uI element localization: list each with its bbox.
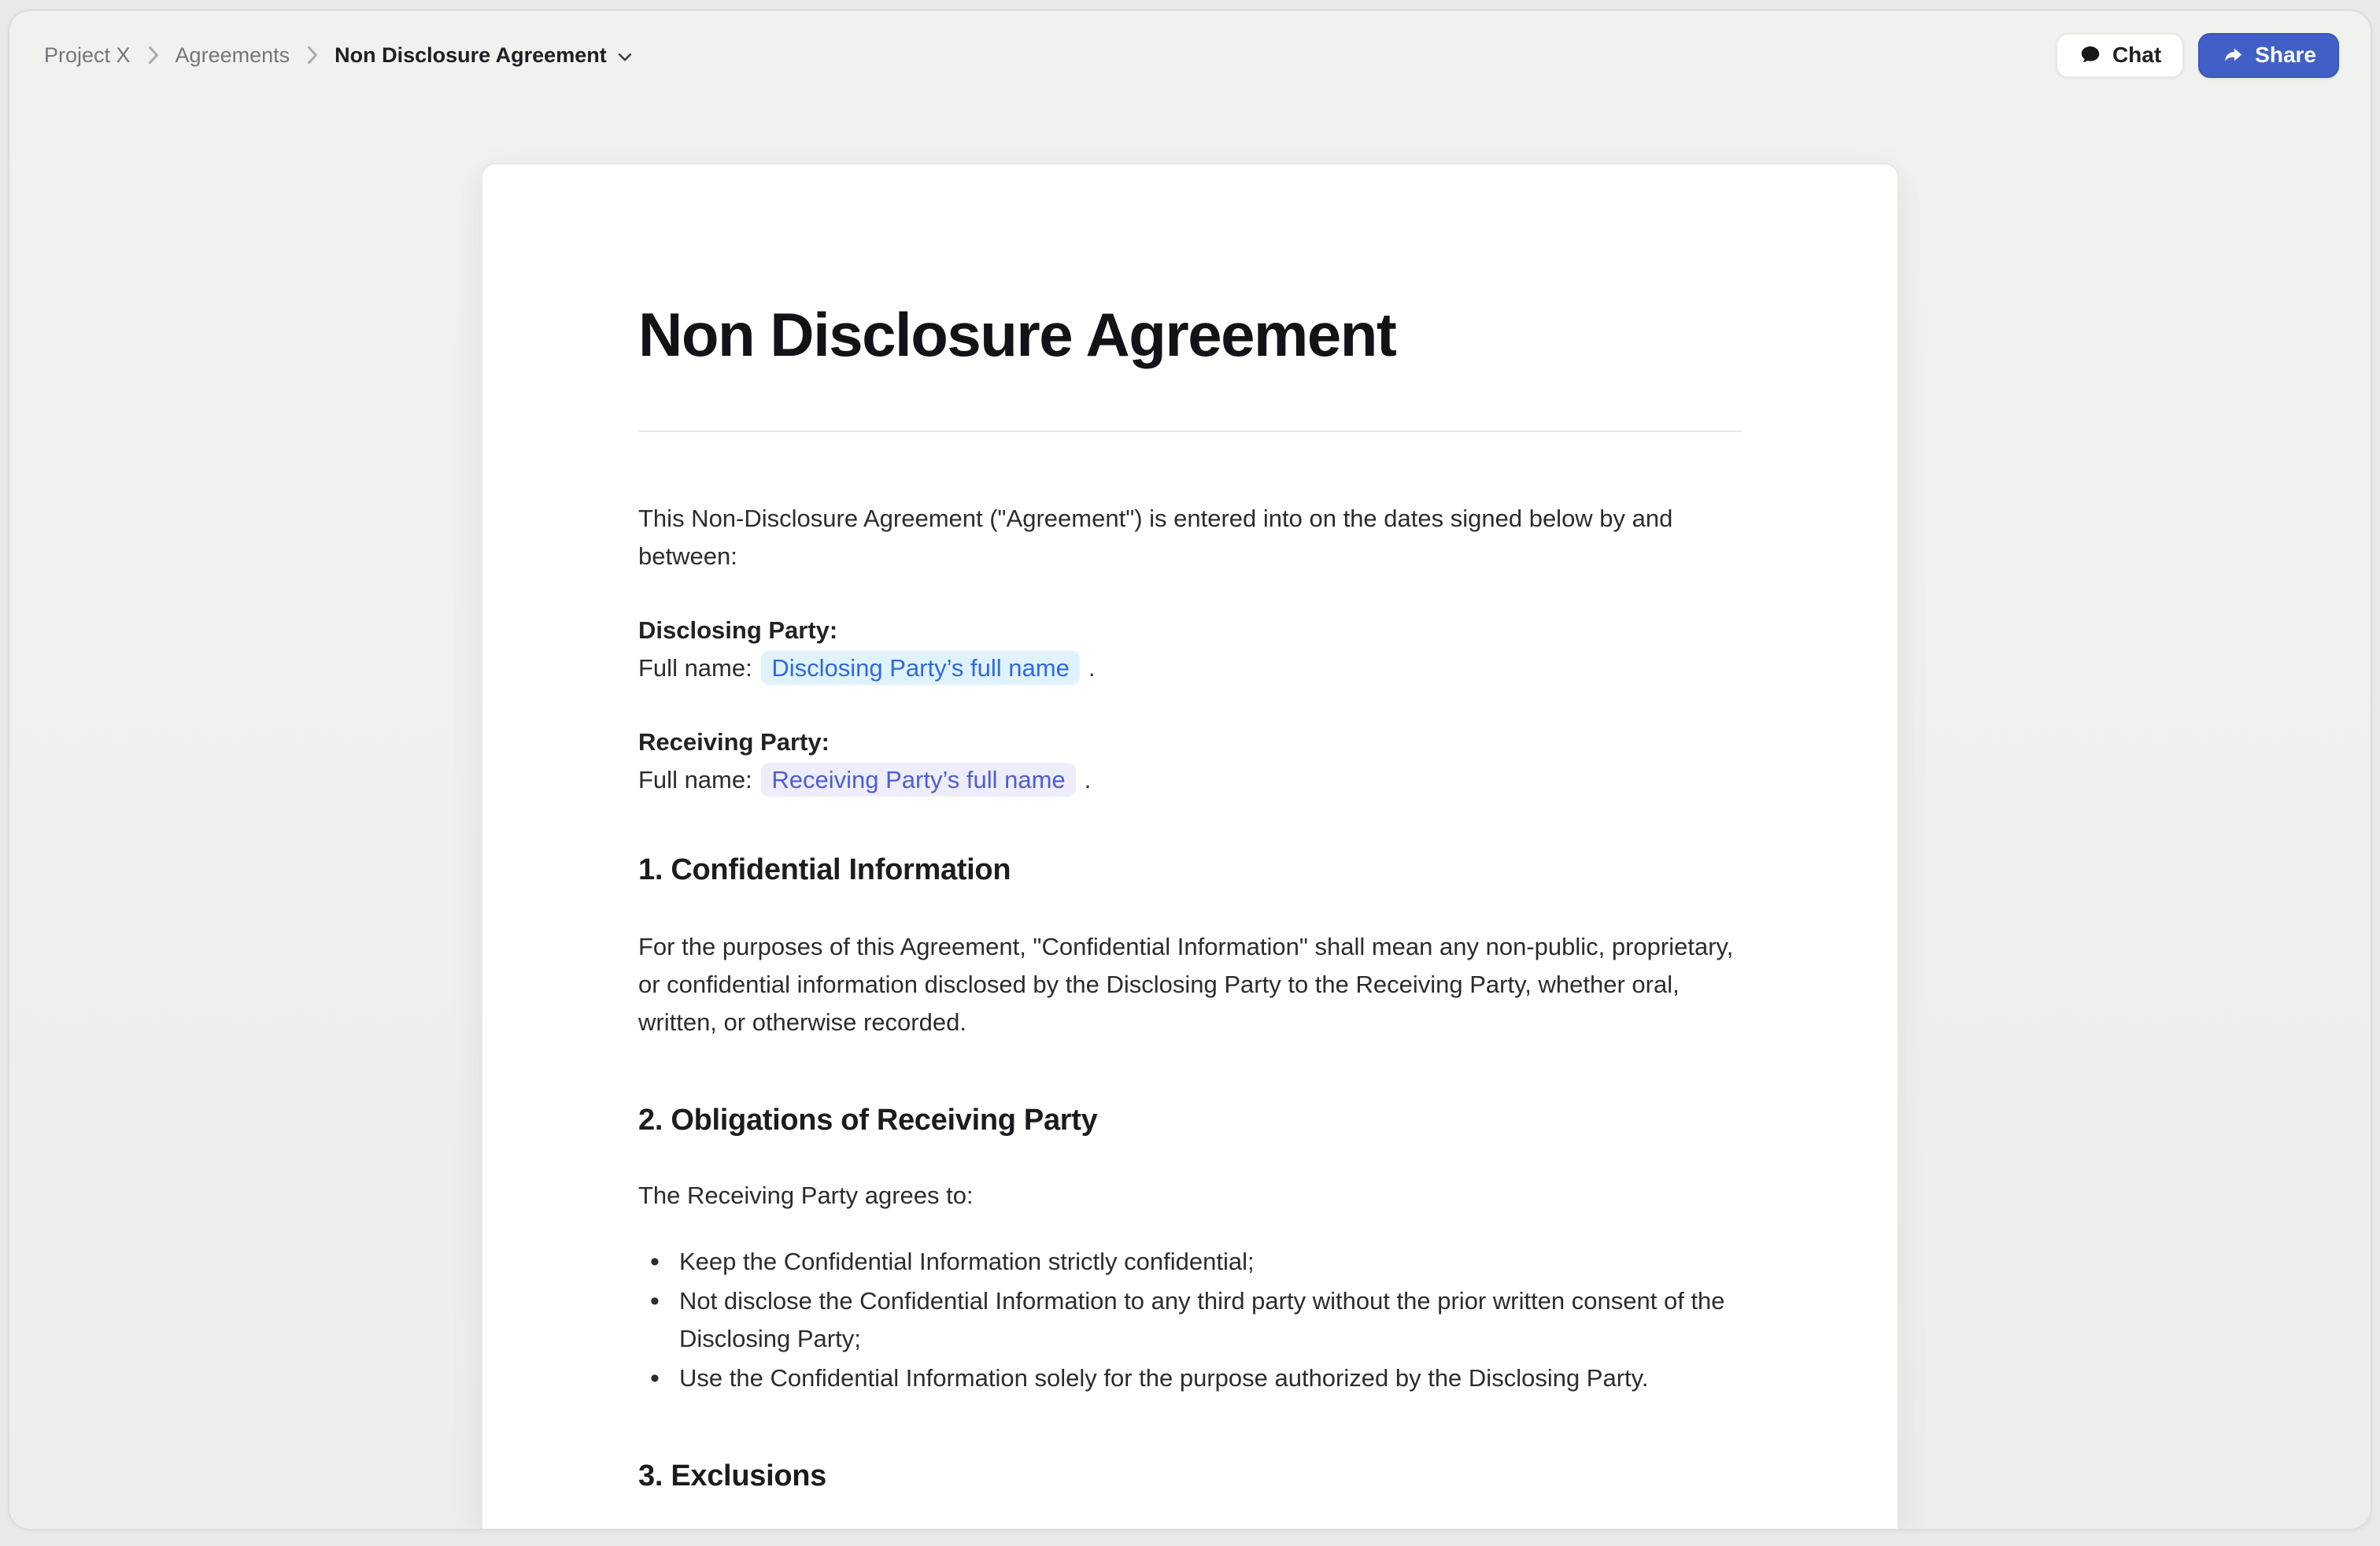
intro-paragraph[interactable]: This Non-Disclosure Agreement ("Agreement") is entered into on the dates signed below by and between: (638, 505, 1673, 570)
section-2-heading[interactable]: 2. Obligations of Receiving Party (638, 1104, 1098, 1137)
chevron-right-icon (146, 45, 160, 65)
receiving-party-suffix: . (1084, 766, 1092, 793)
chat-bubble-icon (2079, 43, 2102, 67)
chat-button-label: Chat (2112, 43, 2162, 67)
receiving-party-label: Receiving Party: (638, 728, 830, 756)
document-title[interactable]: Non Disclosure Agreement (638, 300, 1396, 369)
breadcrumb-item-project[interactable]: Project X (44, 43, 131, 67)
disclosing-party-block[interactable] (638, 612, 1742, 687)
disclosing-party-placeholder-field[interactable]: Disclosing Party’s full name (761, 651, 1079, 685)
section-2-body[interactable]: The Receiving Party agrees to: (638, 1182, 974, 1209)
obligations-list (638, 1243, 1742, 1397)
breadcrumb (44, 43, 634, 68)
list-item[interactable]: • Not disclose the Confidential Information to any third party without the prior written consent of the Disclosing Party; (638, 1282, 1742, 1358)
share-button-label: Share (2255, 43, 2316, 67)
share-forward-icon (2221, 43, 2245, 67)
list-item[interactable]: • Keep the Confidential Information strictly confidential; (638, 1243, 1742, 1281)
section-1-heading[interactable]: 1. Confidential Information (638, 853, 1011, 886)
app-panel (8, 9, 2372, 1530)
chevron-down-icon (616, 48, 634, 65)
document-card (481, 163, 1899, 1530)
list-item[interactable]: • Use the Confidential Information solely for the purpose authorized by the Disclosing Party. (638, 1359, 1742, 1397)
receiving-party-block[interactable] (638, 723, 1742, 799)
share-button[interactable] (2198, 33, 2339, 78)
disclosing-party-field-label: Full name: (638, 654, 752, 682)
breadcrumb-current-page[interactable] (334, 43, 634, 68)
top-bar (9, 11, 2371, 99)
receiving-party-placeholder-field[interactable]: Receiving Party’s full name (761, 763, 1075, 797)
toolbar-actions (2056, 33, 2339, 78)
disclosing-party-suffix: . (1088, 654, 1096, 682)
chat-button[interactable] (2056, 33, 2184, 78)
document-content (482, 165, 1898, 1496)
chevron-right-icon (305, 45, 319, 65)
receiving-party-field-label: Full name: (638, 766, 752, 793)
title-divider (638, 431, 1742, 432)
section-3-heading[interactable]: 3. Exclusions (638, 1459, 826, 1492)
breadcrumb-current-label: Non Disclosure Agreement (334, 43, 607, 67)
section-1-body[interactable]: For the purposes of this Agreement, "Confidential Information" shall mean any non-public, proprietary, or confidential information disclosed by the Disclosing Party to the Receiving Party, whether oral, written, or otherwise recorded. (638, 933, 1734, 1036)
disclosing-party-label: Disclosing Party: (638, 616, 838, 644)
breadcrumb-item-agreements[interactable]: Agreements (175, 43, 290, 67)
